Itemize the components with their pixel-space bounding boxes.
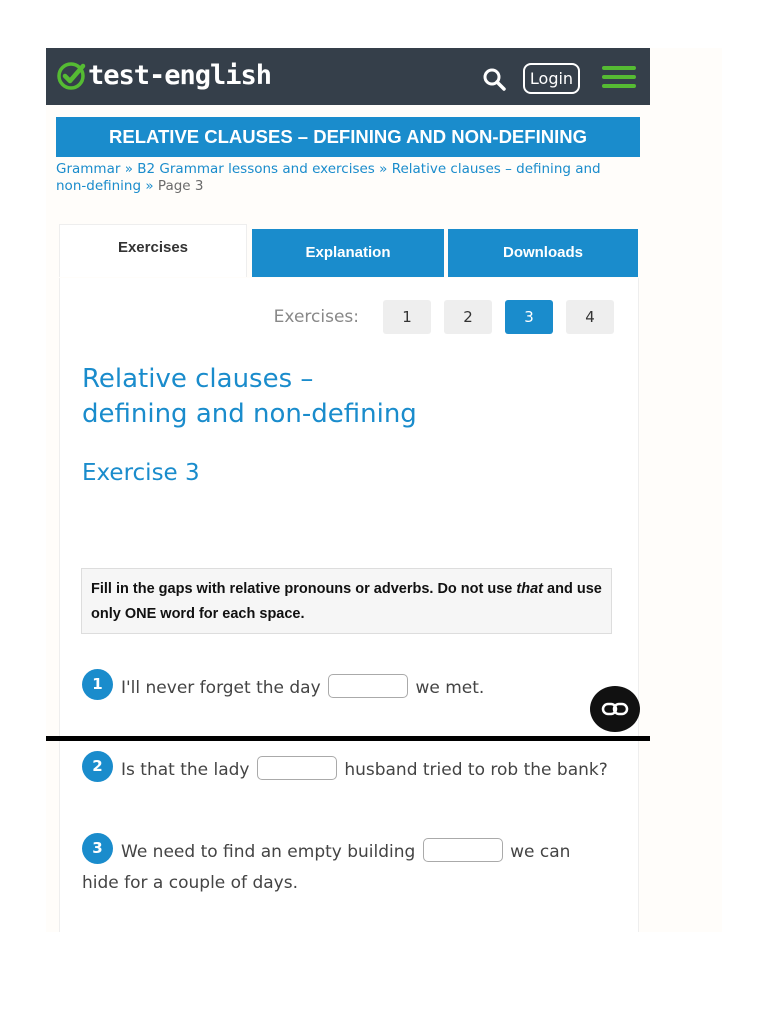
question-text-after: we met. (415, 678, 485, 698)
breadcrumb-link-grammar[interactable]: Grammar (56, 161, 121, 177)
tab-explanation[interactable]: Explanation (252, 229, 444, 277)
menu-bar (602, 66, 636, 70)
answer-input-1[interactable] (328, 674, 408, 698)
menu-bar (602, 84, 636, 88)
lesson-heading (82, 362, 602, 432)
exercise-title: Exercise 3 (82, 460, 200, 486)
instructions-box (81, 568, 612, 634)
question-number: 3 (82, 833, 113, 864)
question-text-before: I'll never forget the day (121, 678, 321, 698)
instructions-text-end: and use only ONE word for each space. (91, 581, 602, 622)
question-text-before: Is that the lady (121, 760, 250, 780)
logo-text: test-english (88, 60, 272, 91)
pager-button-3[interactable]: 3 (505, 300, 553, 334)
lesson-heading-line2: defining and non-defining (82, 399, 417, 429)
exercise-panel (59, 278, 639, 932)
tab-exercises[interactable]: Exercises (59, 224, 247, 277)
instructions-text: Fill in the gaps with relative pronouns or adverbs. Do not use (91, 581, 517, 597)
breadcrumb-separator: » (379, 161, 388, 177)
site-logo[interactable] (56, 60, 271, 92)
divider-line (46, 736, 650, 741)
breadcrumb-link-b2-grammar[interactable]: B2 Grammar lessons and exercises (137, 161, 375, 177)
menu-bar (602, 75, 636, 79)
lesson-heading-line1: Relative clauses – (82, 364, 314, 394)
breadcrumb (56, 161, 626, 195)
link-button[interactable] (590, 686, 640, 732)
question-number: 1 (82, 669, 113, 700)
tab-bar (59, 224, 639, 279)
pager-button-1[interactable]: 1 (383, 300, 431, 334)
question-number: 2 (82, 751, 113, 782)
question-1 (82, 673, 612, 704)
answer-input-2[interactable] (257, 756, 337, 780)
pager-button-4[interactable]: 4 (566, 300, 614, 334)
breadcrumb-current: Page 3 (157, 178, 204, 194)
search-icon[interactable] (482, 67, 506, 91)
hamburger-menu-icon[interactable] (602, 66, 636, 90)
pager-button-2[interactable]: 2 (444, 300, 492, 334)
breadcrumb-separator: » (145, 178, 154, 194)
page-title: RELATIVE CLAUSES – DEFINING AND NON-DEFINING (56, 117, 640, 157)
question-text-after: we can hide for a couple of days. (82, 842, 571, 893)
checkmark-circle-icon (56, 60, 88, 92)
pager-label: Exercises: (273, 307, 359, 327)
login-button[interactable]: Login (523, 63, 580, 94)
breadcrumb-separator: » (124, 161, 133, 177)
breadcrumb-link-relative-clauses[interactable]: Relative clauses – defining and non-defining (56, 161, 601, 194)
link-icon (601, 701, 629, 717)
tab-downloads[interactable]: Downloads (448, 229, 638, 277)
question-2 (82, 755, 612, 786)
instructions-emphasis: that (516, 581, 543, 597)
exercise-pager (274, 300, 614, 334)
question-text-before: We need to find an empty building (121, 842, 416, 862)
question-3 (82, 837, 612, 899)
answer-input-3[interactable] (423, 838, 503, 862)
top-navbar (46, 48, 650, 105)
page (46, 48, 722, 932)
question-text-after: husband tried to rob the bank? (344, 760, 608, 780)
